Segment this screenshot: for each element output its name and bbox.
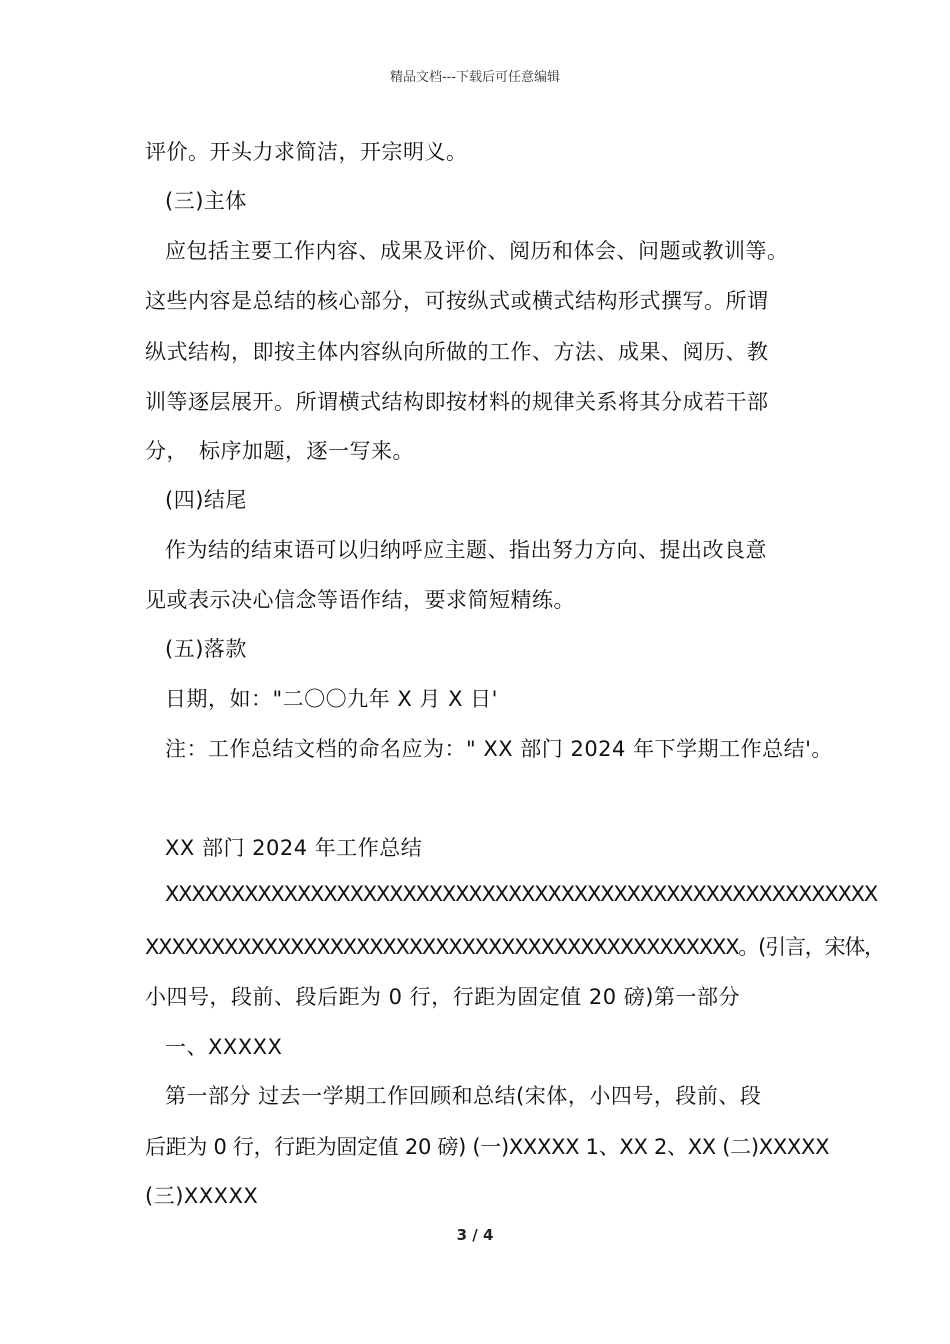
- text-line: XXXXXXXXXXXXXXXXXXXXXXXXXXXXXXXXXXXXXXXXXXXXXXXXXXXXXX: [165, 882, 878, 906]
- note-line: 注：工作总结文档的命名应为：" XX 部门 2024 年下学期工作总结'。: [165, 737, 833, 761]
- text-line: 第一部分 过去一学期工作回顾和总结(宋体，小四号，段前、段: [165, 1084, 762, 1108]
- page-header: 精品文档---下载后可任意编辑: [389, 70, 561, 85]
- text-line: (三)XXXXX: [145, 1184, 259, 1208]
- text-line: 分， 标序加题，逐一写来。: [145, 439, 414, 463]
- text-line: 评价。开头力求简洁，开宗明义。: [145, 140, 468, 164]
- text-line: 后距为 0 行，行距为固定值 20 磅) (一)XXXXX 1、XX 2、XX (二)XXXXX: [145, 1135, 830, 1159]
- text-line: XXXXXXXXXXXXXXXXXXXXXXXXXXXXXXXXXXXXXXXXXXXXX。(引言，宋体，: [145, 935, 884, 959]
- text-line: 纵式结构，即按主体内容纵向所做的工作、方法、成果、阅历、教: [145, 340, 769, 364]
- page-number: 3 / 4: [456, 1226, 494, 1244]
- text-line: 小四号，段前、段后距为 0 行，行距为固定值 20 磅)第一部分: [145, 985, 740, 1009]
- section-heading: (五)落款: [165, 637, 247, 661]
- text-line: 训等逐层展开。所谓横式结构即按材料的规律关系将其分成若干部: [145, 390, 769, 414]
- text-line: 见或表示决心信念等语作结，要求简短精练。: [145, 588, 575, 612]
- text-line: 日期，如："二〇〇九年 X 月 X 日': [165, 687, 498, 711]
- section-heading: (三)主体: [165, 189, 247, 213]
- section-heading: (四)结尾: [165, 488, 247, 512]
- section-heading: 一、XXXXX: [165, 1035, 283, 1059]
- text-line: 作为结的结束语可以归纳呼应主题、指出努力方向、提出改良意: [165, 538, 767, 562]
- text-line: 应包括主要工作内容、成果及评价、阅历和体会、问题或教训等。: [165, 239, 789, 263]
- document-title: XX 部门 2024 年工作总结: [165, 836, 423, 860]
- text-line: 这些内容是总结的核心部分，可按纵式或横式结构形式撰写。所谓: [145, 289, 769, 313]
